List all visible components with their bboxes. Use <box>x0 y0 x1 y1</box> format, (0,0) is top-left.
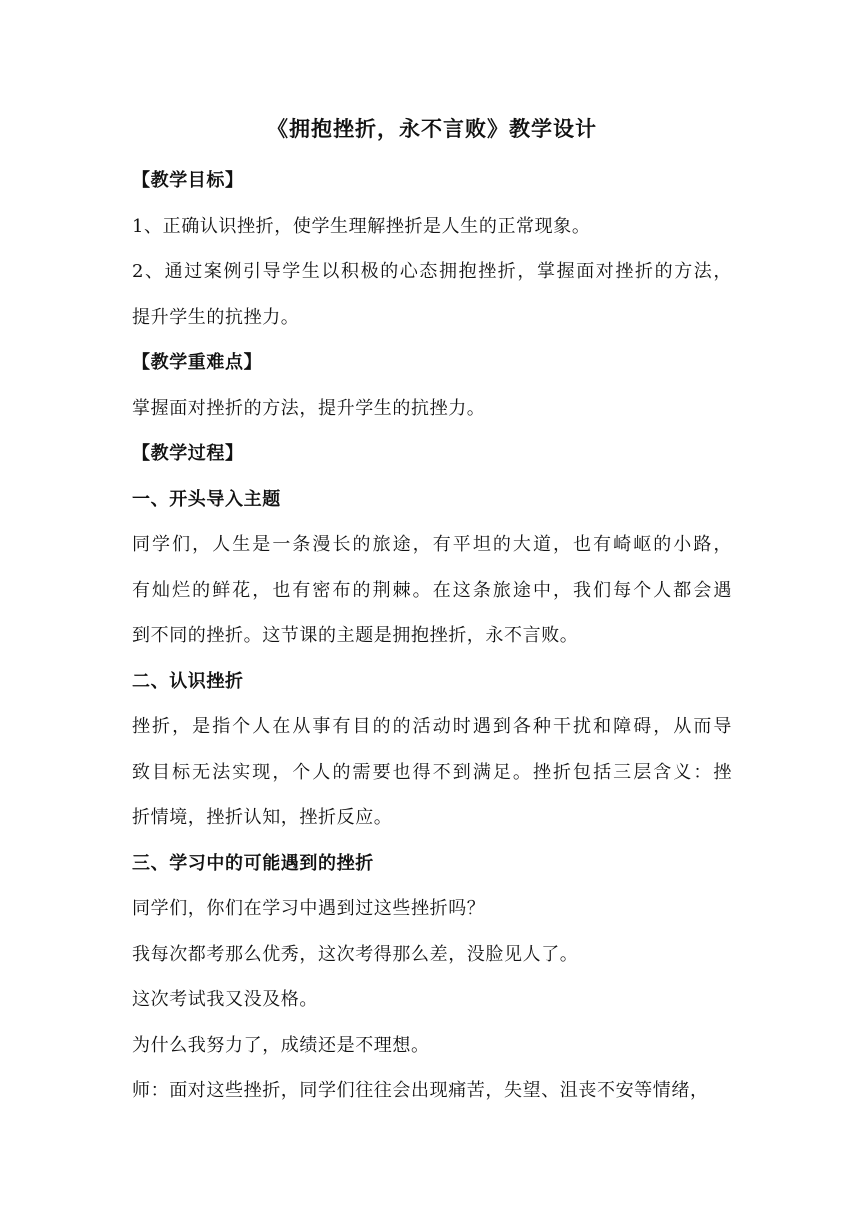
document-blocks <box>132 158 732 1114</box>
paragraph-line: 同学们，人生是一条漫长的旅途，有平坦的大道，也有崎岖的小路， <box>132 534 732 555</box>
document-title: 《拥抱挫折，永不言败》教学设计 <box>267 116 597 141</box>
heading-text: 【教学目标】 <box>132 170 244 191</box>
section-heading <box>132 659 732 705</box>
section-heading <box>132 841 732 887</box>
paragraph-line: 提升学生的抗挫力。 <box>132 306 300 328</box>
paragraph <box>132 386 732 432</box>
paragraph <box>132 522 732 659</box>
heading-text: 【教学重难点】 <box>132 352 263 373</box>
paragraph-line: 同学们，你们在学习中遇到过这些挫折吗？ <box>132 898 486 919</box>
paragraph-line: 师：面对这些挫折，同学们往往会出现痛苦，失望、沮丧不安等情绪， <box>132 1080 709 1101</box>
heading-text: 三、学习中的可能遇到的挫折 <box>132 852 374 874</box>
paragraph-line: 2、通过案例引导学生以积极的心态拥抱挫折，掌握面对挫折的方法， <box>132 261 732 282</box>
paragraph-line: 致目标无法实现，个人的需要也得不到满足。挫折包括三层含义：挫 <box>132 761 732 783</box>
paragraph-line: 有灿烂的鲜花，也有密布的荆棘。在这条旅途中，我们每个人都会遇 <box>132 579 732 601</box>
section-heading <box>132 477 732 523</box>
section-heading <box>132 340 732 386</box>
section-heading <box>132 431 732 477</box>
paragraph <box>132 932 732 978</box>
paragraph-line: 我每次都考那么优秀，这次考得那么差，没脸见人了。 <box>132 943 579 965</box>
paragraph-line: 挫折，是指个人在从事有目的的活动时遇到各种干扰和障碍，从而导 <box>132 716 732 737</box>
paragraph <box>132 204 732 250</box>
heading-text: 一、开头导入主题 <box>132 488 281 510</box>
paragraph-line: 折情境，挫折认知，挫折反应。 <box>132 807 393 828</box>
paragraph <box>132 977 732 1023</box>
heading-text: 【教学过程】 <box>132 443 244 464</box>
paragraph <box>132 704 732 841</box>
paragraph <box>132 1023 732 1069</box>
paragraph-line: 掌握面对挫折的方法，提升学生的抗挫力。 <box>132 397 486 419</box>
paragraph <box>132 1068 732 1114</box>
heading-text: 二、认识挫折 <box>132 670 244 692</box>
paragraph-line: 到不同的挫折。这节课的主题是拥抱挫折，永不言败。 <box>132 625 579 646</box>
paragraph-line: 这次考试我又没及格。 <box>132 989 318 1010</box>
paragraph-line: 为什么我努力了，成绩还是不理想。 <box>132 1034 430 1056</box>
paragraph-line: 1、正确认识挫折，使学生理解挫折是人生的正常现象。 <box>132 215 591 237</box>
paragraph <box>132 249 732 340</box>
document-body <box>132 108 732 1114</box>
paragraph <box>132 886 732 932</box>
section-heading <box>132 158 732 204</box>
